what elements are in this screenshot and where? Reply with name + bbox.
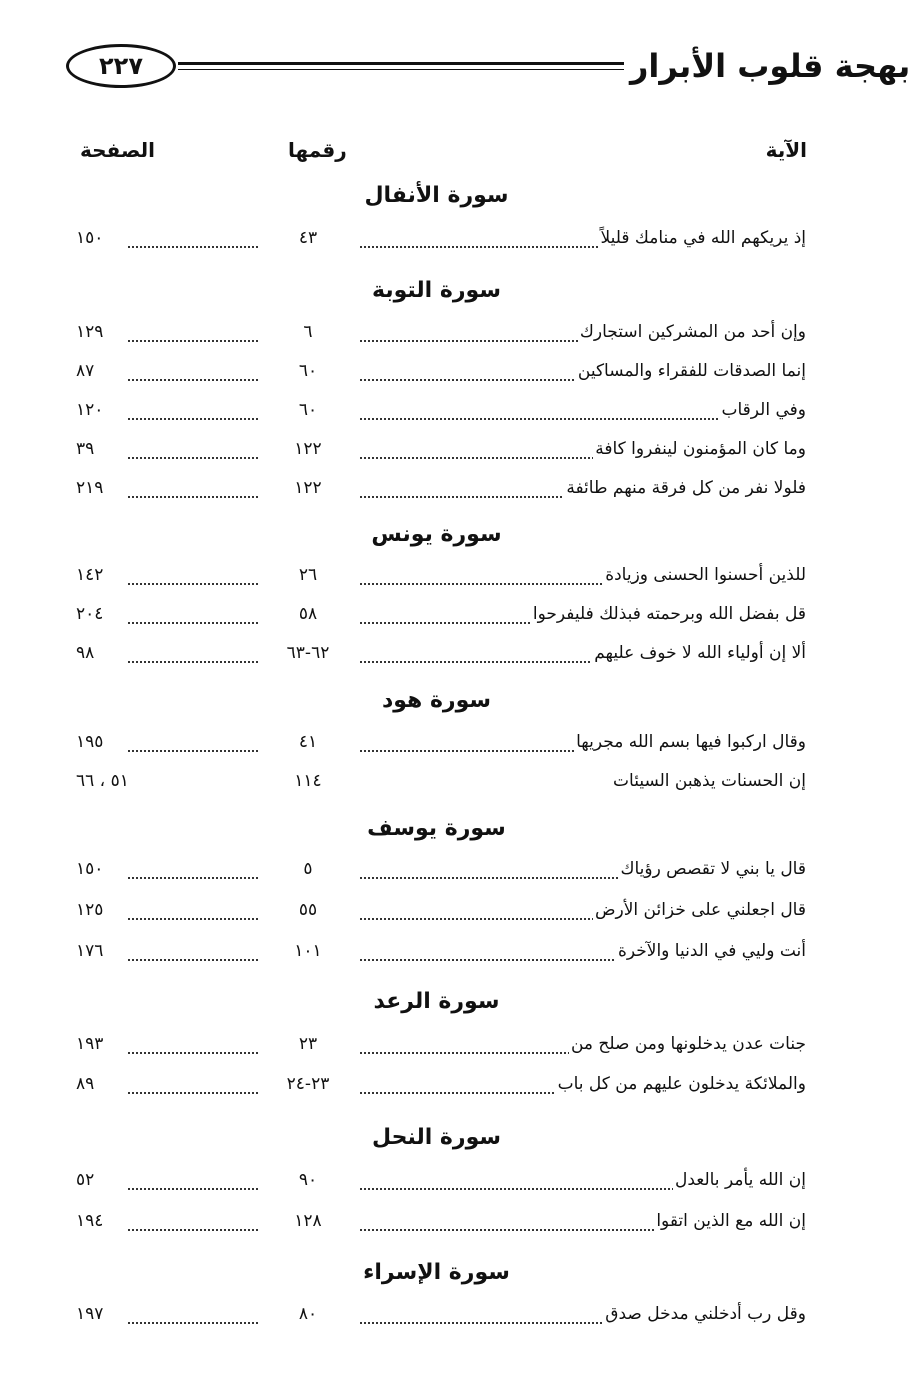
page-reference: ١٩٣ (76, 1034, 126, 1054)
ayah-number: ٢٣-٢٤ (258, 1074, 358, 1094)
page-reference: ١٩٤ (76, 1211, 126, 1231)
ayah-text: جنات عدن يدخلونها ومن صلح من (570, 1034, 806, 1054)
ayah-text: قال اجعلني على خزائن الأرض (594, 900, 806, 920)
ayah-text: فلولا نفر من كل فرقة منهم طائفة (566, 478, 806, 498)
page-reference: ١٩٥ (76, 732, 126, 752)
page-reference: ١٥٠ (76, 859, 126, 879)
leader-dots (76, 418, 806, 420)
page-reference: ٣٩ (76, 439, 126, 459)
index-entry (76, 732, 806, 760)
ayah-number: ١٠١ (258, 941, 358, 961)
page-reference: ٥١ ، ٦٦ (76, 771, 146, 791)
index-entry (76, 228, 806, 256)
ayah-number: ٥ (258, 859, 358, 879)
index-entry (76, 478, 806, 506)
index-entry (76, 900, 806, 928)
surah-title-hud: سورة هود (381, 688, 492, 713)
index-entry (76, 565, 806, 593)
surah-title-anfal: سورة الأنفال (364, 183, 509, 208)
ayah-text: وقل رب أدخلني مدخل صدق (605, 1304, 806, 1324)
index-entry (76, 643, 806, 671)
column-header-ayah: الآية (765, 138, 807, 162)
page-reference: ٢١٩ (76, 478, 126, 498)
index-entry (76, 941, 806, 969)
ayah-number: ٦٠ (258, 400, 358, 420)
page-reference: ١٧٦ (76, 941, 126, 961)
surah-title-tawbah: سورة التوبة (372, 278, 501, 303)
surah-title-rad: سورة الرعد (373, 989, 500, 1014)
index-entry (76, 604, 806, 632)
surah-title-nahl: سورة النحل (371, 1125, 501, 1150)
ayah-number: ٦٠ (258, 361, 358, 381)
page-reference: ٨٩ (76, 1074, 126, 1094)
ayah-text: وما كان المؤمنون لينفروا كافة (595, 439, 806, 459)
ayah-number: ٤١ (258, 732, 358, 752)
ayah-number: ٢٦ (258, 565, 358, 585)
index-entry (76, 859, 806, 887)
ayah-text: للذين أحسنوا الحسنى وزيادة (605, 565, 806, 585)
book-title: بهجة قلوب الأبرار (630, 47, 910, 85)
ayah-number: ١٢٢ (258, 478, 358, 498)
page-reference: ٩٨ (76, 643, 126, 663)
ayah-text: إن الحسنات يذهبن السيئات (613, 771, 806, 791)
index-entry (76, 1304, 806, 1332)
index-entry (76, 439, 806, 467)
column-header-number: رقمها (288, 138, 347, 162)
page-reference: ١٩٧ (76, 1304, 126, 1324)
ayah-number: ٦ (258, 322, 358, 342)
surah-title-yusuf: سورة يوسف (367, 816, 506, 841)
page-reference: ١٢٥ (76, 900, 126, 920)
ayah-text: إنما الصدقات للفقراء والمساكين (577, 361, 806, 381)
ayah-text: وإن أحد من المشركين استجارك (579, 322, 806, 342)
page-reference: ١٤٢ (76, 565, 126, 585)
ayah-number: ٦٢-٦٣ (258, 643, 358, 663)
ayah-number: ١٢٨ (258, 1211, 358, 1231)
ayah-number: ٨٠ (258, 1304, 358, 1324)
index-entry (76, 400, 806, 428)
index-entry (76, 1170, 806, 1198)
page-number: ٢٢٧ (66, 44, 176, 88)
header-rule (178, 62, 624, 65)
ayah-text: ألا إن أولياء الله لا خوف عليهم (594, 643, 806, 663)
ayah-text: إذ يريكهم الله في منامك قليلاً (600, 228, 806, 248)
ayah-text: قل بفضل الله وبرحمته فبذلك فليفرحوا (532, 604, 806, 624)
surah-title-yunus: سورة يونس (371, 522, 502, 547)
ayah-number: ١٢٢ (258, 439, 358, 459)
index-entry (76, 1074, 806, 1102)
index-entry (76, 322, 806, 350)
ayah-text: أنت وليي في الدنيا والآخرة (617, 941, 806, 961)
header-rule-thin (178, 69, 624, 70)
index-entry (76, 771, 806, 799)
index-entry (76, 1211, 806, 1239)
ayah-text: وقال اركبوا فيها بسم الله مجريها (576, 732, 806, 752)
surah-title-isra: سورة الإسراء (363, 1260, 510, 1285)
ayah-text: إن الله يأمر بالعدل (674, 1170, 806, 1190)
ayah-text: إن الله مع الذين اتقوا (656, 1211, 806, 1231)
page-reference: ١٢٠ (76, 400, 126, 420)
ayah-number: ١١٤ (258, 771, 358, 791)
page-reference: ٥٢ (76, 1170, 126, 1190)
page-reference: ١٢٩ (76, 322, 126, 342)
ayah-text: وفي الرقاب (721, 400, 806, 420)
ayah-text: قال يا بني لا تقصص رؤياك (620, 859, 806, 879)
ayah-number: ٥٨ (258, 604, 358, 624)
ayah-number: ٥٥ (258, 900, 358, 920)
page-header (60, 36, 910, 100)
ayah-text: والملائكة يدخلون عليهم من كل باب (557, 1074, 806, 1094)
ayah-number: ٩٠ (258, 1170, 358, 1190)
index-entry (76, 1034, 806, 1062)
column-header-page: الصفحة (80, 138, 156, 162)
index-entry (76, 361, 806, 389)
ayah-number: ٤٣ (258, 228, 358, 248)
page-reference: ١٥٠ (76, 228, 126, 248)
page-reference: ٨٧ (76, 361, 126, 381)
ayah-number: ٢٣ (258, 1034, 358, 1054)
page-reference: ٢٠٤ (76, 604, 126, 624)
